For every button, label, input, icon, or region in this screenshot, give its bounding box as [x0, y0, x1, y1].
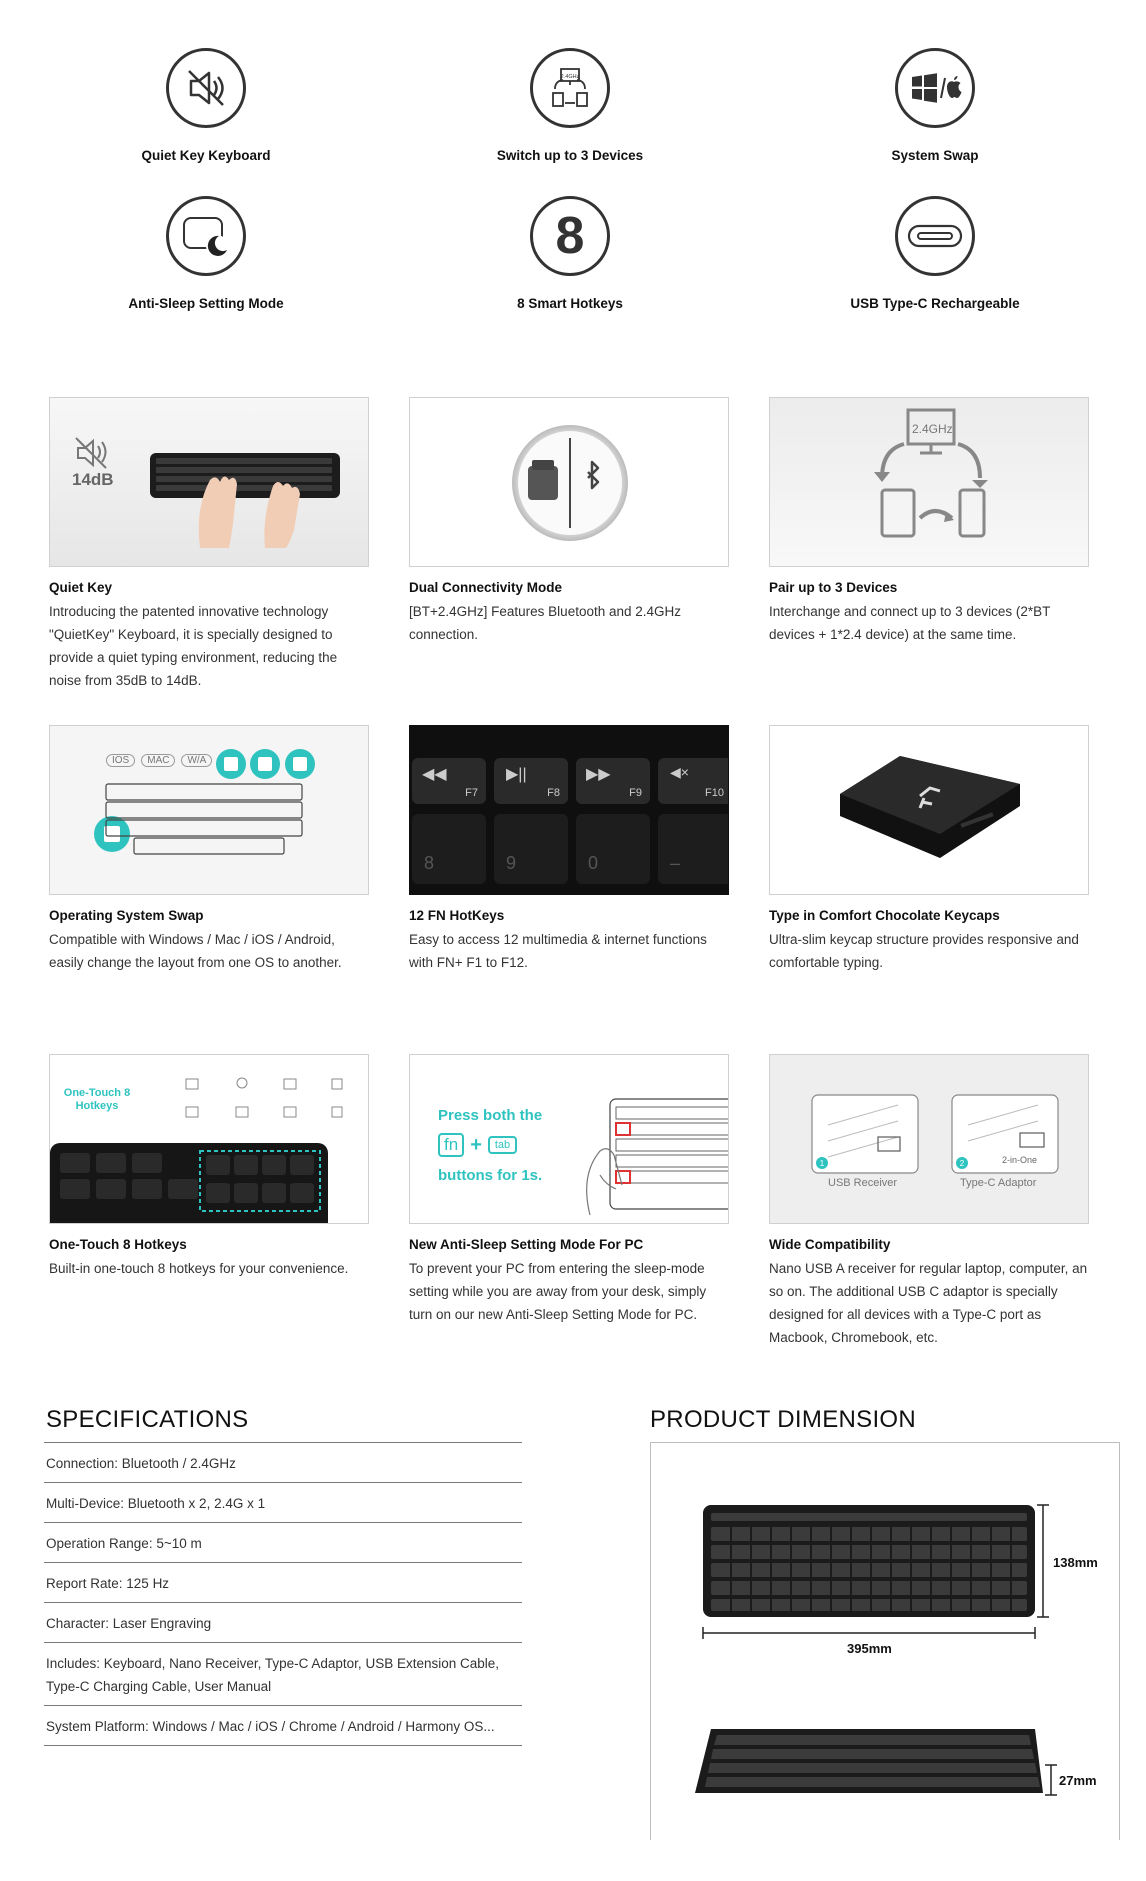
- icon-label: 8 Smart Hotkeys: [517, 296, 623, 311]
- hold-instruction: buttons for 1s.: [438, 1167, 543, 1184]
- number-8-glyph: 8: [555, 207, 585, 265]
- moon-screen-icon: [166, 196, 246, 276]
- feature-card-wide-compat: [769, 1054, 1089, 1349]
- svg-text:2: 2: [959, 1159, 965, 1168]
- two-in-one-label: 2-in-One: [1002, 1155, 1038, 1165]
- badge-text: 2.4GHz: [560, 74, 580, 80]
- card-title: New Anti-Sleep Setting Mode For PC: [409, 1237, 644, 1252]
- spec-row: Report Rate: 125 Hz: [44, 1562, 522, 1602]
- press-instruction: Press both the: [438, 1107, 543, 1124]
- usb-receiver-label: USB Receiver: [828, 1177, 898, 1189]
- card-text: To prevent your PC from entering the sleep-mode setting while you are away from your desk, simply turn on our new Anti-Sleep Setting Mode for PC.: [409, 1261, 707, 1322]
- height-dimension-label: 138mm: [1053, 1555, 1098, 1570]
- dimension-title: PRODUCT DIMENSION: [650, 1406, 917, 1433]
- feature-icon-quiet-key: [56, 48, 356, 163]
- icon-label: Quiet Key Keyboard: [141, 148, 271, 163]
- key-combo: fn + tab: [438, 1133, 517, 1157]
- dual-connectivity-image: [409, 397, 729, 567]
- svg-text:1: 1: [819, 1159, 825, 1168]
- icon-label: System Swap: [891, 148, 979, 163]
- card-title: Pair up to 3 Devices: [769, 580, 898, 595]
- quiet-db-label: 14dB: [72, 470, 114, 489]
- card-text: Introducing the patented innovative technology "QuietKey" Keyboard, it is specially designed to provide a quiet typing environment, reducing the noise from 35dB to 14dB.: [49, 604, 338, 688]
- feature-icon-switch: [420, 48, 720, 163]
- device-switch-icon: [530, 48, 610, 128]
- card-title: Dual Connectivity Mode: [409, 580, 563, 595]
- fn-key: ▶|| F8: [494, 758, 568, 804]
- mute-icon: ◀×: [670, 764, 689, 780]
- feature-card-pair-devices: [769, 397, 1089, 646]
- card-text: Compatible with Windows / Mac / iOS / Android, easily change the layout from one OS to another.: [49, 932, 342, 970]
- one-touch-label: One-Touch 8 Hotkeys: [63, 1087, 131, 1112]
- os-tag: W/A: [181, 754, 212, 767]
- feature-card-quiet-key: [49, 397, 369, 692]
- width-dimension-label: 395mm: [847, 1641, 892, 1656]
- feature-card-os-swap: [49, 725, 369, 974]
- card-title: Quiet Key: [49, 580, 113, 595]
- fn-key-row: [412, 758, 729, 804]
- spec-row: Multi-Device: Bluetooth x 2, 2.4G x 1: [44, 1482, 522, 1522]
- card-text: [BT+2.4GHz] Features Bluetooth and 2.4GHz connection.: [409, 604, 682, 642]
- feature-card-keycaps: [769, 725, 1089, 974]
- card-title: One-Touch 8 Hotkeys: [49, 1237, 187, 1252]
- card-text: Nano USB A receiver for regular laptop, computer, an so on. The additional USB C adaptor is specially designed for all devices with a Type-C port as Macbook, Chromebook, etc.: [769, 1261, 1088, 1345]
- fn-key: ◀◀ F7: [412, 758, 486, 804]
- fn-key: ▶▶ F9: [576, 758, 650, 804]
- typec-adaptor-label: Type-C Adaptor: [960, 1177, 1037, 1189]
- spec-row: Operation Range: 5~10 m: [44, 1522, 522, 1562]
- fn-key: ◀× F10: [658, 758, 729, 804]
- keycap-image: [769, 725, 1089, 895]
- card-title: 12 FN HotKeys: [409, 908, 505, 923]
- windows-apple-icon: [895, 48, 975, 128]
- frequency-label: 2.4GHz: [912, 422, 953, 436]
- feature-icon-usb-c: [785, 196, 1085, 311]
- card-title: Operating System Swap: [49, 908, 204, 923]
- fn-hotkeys-image: [409, 725, 729, 895]
- depth-dimension-label: 27mm: [1059, 1773, 1097, 1788]
- card-text: Easy to access 12 multimedia & internet functions with FN+ F1 to F12.: [409, 932, 707, 970]
- rewind-icon: ◀◀: [422, 766, 447, 783]
- pair-devices-image: [769, 397, 1089, 567]
- feature-icon-hotkeys: [420, 196, 720, 311]
- card-text: Interchange and connect up to 3 devices (2*BT devices + 1*2.4 device) at the same time.: [769, 604, 1051, 642]
- os-tag: MAC: [141, 754, 175, 767]
- dimension-figure: [650, 1442, 1120, 1840]
- specifications-list: [44, 1442, 522, 1746]
- quiet-key-image: [49, 397, 369, 567]
- icon-label: Switch up to 3 Devices: [496, 148, 644, 163]
- fast-forward-icon: ▶▶: [586, 766, 611, 783]
- icon-label: USB Type-C Rechargeable: [850, 296, 1020, 311]
- fn-key-badge: fn: [438, 1133, 464, 1157]
- feature-card-anti-sleep: [409, 1054, 729, 1326]
- feature-card-dual-connectivity: [409, 397, 729, 646]
- wide-compat-image: [769, 1054, 1089, 1224]
- specifications-title: SPECIFICATIONS: [46, 1406, 249, 1433]
- usb-c-port-icon: [895, 196, 975, 276]
- spec-row: Connection: Bluetooth / 2.4GHz: [44, 1442, 522, 1482]
- feature-icons: [0, 0, 1146, 340]
- card-title: Type in Comfort Chocolate Keycaps: [769, 908, 1000, 923]
- feature-card-one-touch: [49, 1054, 369, 1280]
- card-text: Built-in one-touch 8 hotkeys for your convenience.: [49, 1261, 349, 1276]
- spec-row: Character: Laser Engraving: [44, 1602, 522, 1642]
- number-8-icon: [530, 196, 610, 276]
- number-key-row: 8 9 0 –: [412, 814, 729, 884]
- play-pause-icon: ▶||: [506, 766, 527, 783]
- card-title: Wide Compatibility: [769, 1237, 891, 1252]
- anti-sleep-image: [409, 1054, 729, 1224]
- spec-row: System Platform: Windows / Mac / iOS / Chrome / Android / Harmony OS...: [44, 1705, 522, 1746]
- os-swap-image: [49, 725, 369, 895]
- one-touch-image: [49, 1054, 369, 1224]
- feature-icon-system-swap: [785, 48, 1085, 163]
- feature-card-fn-hotkeys: [409, 725, 729, 974]
- tab-key-badge: tab: [488, 1136, 517, 1154]
- muted-speaker-icon: [166, 48, 246, 128]
- spec-row: Includes: Keyboard, Nano Receiver, Type-C Adaptor, USB Extension Cable, Type-C Charging Cable, User Manual: [44, 1642, 522, 1705]
- os-tag: IOS: [106, 754, 135, 767]
- card-text: Ultra-slim keycap structure provides responsive and comfortable typing.: [769, 932, 1079, 970]
- feature-icon-anti-sleep: [56, 196, 356, 311]
- icon-label: Anti-Sleep Setting Mode: [128, 296, 284, 311]
